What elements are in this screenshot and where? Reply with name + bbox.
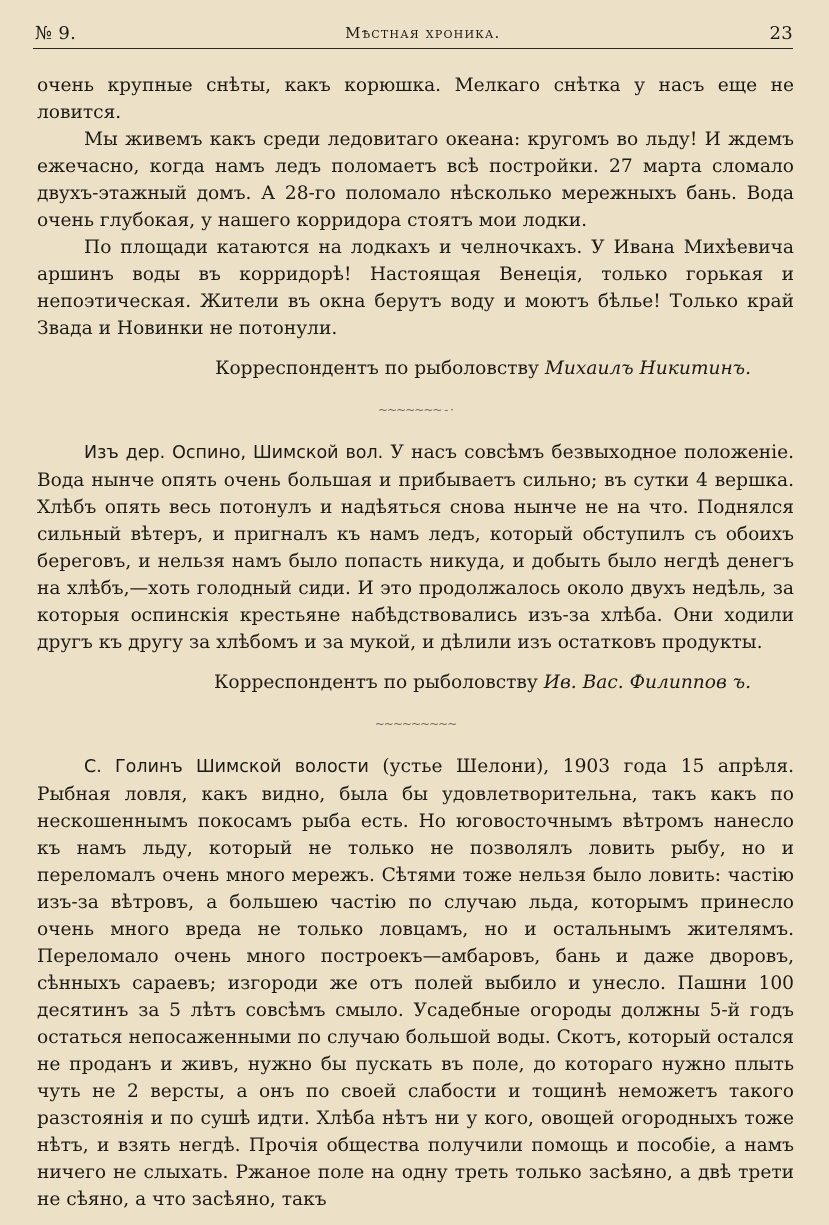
report-text: (устье Шелони), 1903 года 15 апрѣля. Рыбная ловля, какъ видно, была бы удовлетворительна, такъ какъ по нескошеннымъ покосамъ рыба есть. Но юговосточнымъ вѣтромъ нанесло къ намъ льду, который не только не позволялъ ловить рыбу, но и переломалъ очень много мережъ. Сѣтями тоже нельзя было ловить: частію изъ-за вѣтровъ, а большею частію по случаю льда, которымъ принесло очень много вреда не только ловцамъ, но и остальнымъ жителямъ. Переломало очень много построекъ—амбаровъ, бань и даже дворовъ, сѣнныхъ сараевъ; изгороди же отъ полей выбило и унесло. Пашни 100 десятинъ за 5 лѣтъ совсѣмъ смыло. Усадебные огороды должны 5-й годъ остаться непосаженными по случаю большой воды. Скотъ, который остался не проданъ и живъ, нужно бы пускать въ поле, до котораго нужно плыть чуть не 2 версты, а онъ по своей слабости и тощинѣ неможетъ такого разстоянія и по сушѣ идти. Хлѣба нѣтъ ни у кого, овощей огородныхъ тоже нѣтъ, и взять негдѣ. Прочія общества получили помощь и пособіе, а намъ ничего не слыхать. Ржаное поле на одну треть только засѣяно, а двѣ трети не сѣяно, а что засѣяно, такъ (37, 756, 794, 1210)
paragraph: По площади катаются на лодкахъ и челночкахъ. У Ивана Михѣевича аршинъ воды въ корридорѣ! Настоящая Венеція, только горькая и непоэтическая. Жители въ окна берутъ воду и моютъ бѣлье! Только край Звада и Новинки не потонули. (37, 237, 794, 339)
running-head (35, 20, 793, 46)
signature-label: Корреспондентъ по рыболовству (213, 672, 538, 693)
header-rule (33, 48, 793, 49)
paragraph-continued: очень крупные снѣты, какъ корюшка. Мелкаго снѣтка у насъ еще не ловится. (37, 75, 794, 123)
correspondent-signature (37, 669, 794, 696)
page-number: 23 (769, 22, 793, 44)
report-text: У насъ совсѣмъ безвыходное положеніе. Вода нынче опять очень большая и прибываетъ сильно; въ сутки 4 вершка. Хлѣбъ опять весь потонулъ и надѣяться снова нынче не на что. Поднялся сильный вѣтеръ, и пригналъ къ намъ ледъ, который обступилъ съ обоихъ береговъ, и нельзя намъ было попасть никуда, и добыть было негдѣ денегъ на хлѣбъ,—хоть голодный сиди. И это продолжалось около двухъ недѣль, за которыя оспинскія крестьяне набѣдствовались изъ-за хлѣба. Они ходили другъ къ другу за хлѣбомъ и за мукой, и дѣлили изъ остатковъ продукты. (37, 442, 794, 653)
report-paragraph (37, 439, 794, 656)
section-divider-ornament: ~~~~~~~ - · (378, 403, 453, 417)
report-place-heading: Изъ дер. Оспино, Шимской вол. (84, 443, 384, 463)
report-place-heading: С. Голинъ Шимской волости (84, 757, 369, 777)
issue-number: № 9. (35, 22, 77, 44)
signature-name: Михаилъ Никитинъ. (544, 358, 751, 379)
signature-name: Ив. Вас. Филиппов ъ. (543, 672, 751, 693)
section-divider-ornament: ~~~~~~~~~ (374, 717, 457, 731)
article-body (37, 72, 794, 1213)
signature-label: Корреспондентъ по рыболовству (215, 358, 539, 379)
report-paragraph (37, 753, 794, 1213)
correspondent-signature (37, 355, 794, 382)
paragraph: Мы живемъ какъ среди ледовитаго океана: кругомъ во льду! И ждемъ ежечасно, когда намъ ледъ поломаетъ всѣ постройки. 27 марта сломало двухъ-этажный домъ. А 28-го поломало нѣсколько мережныхъ бань. Вода очень глубокая, у нашего корридора стоятъ мои лодки. (37, 129, 794, 231)
section-title: Мѣстная хроника. (345, 24, 501, 42)
